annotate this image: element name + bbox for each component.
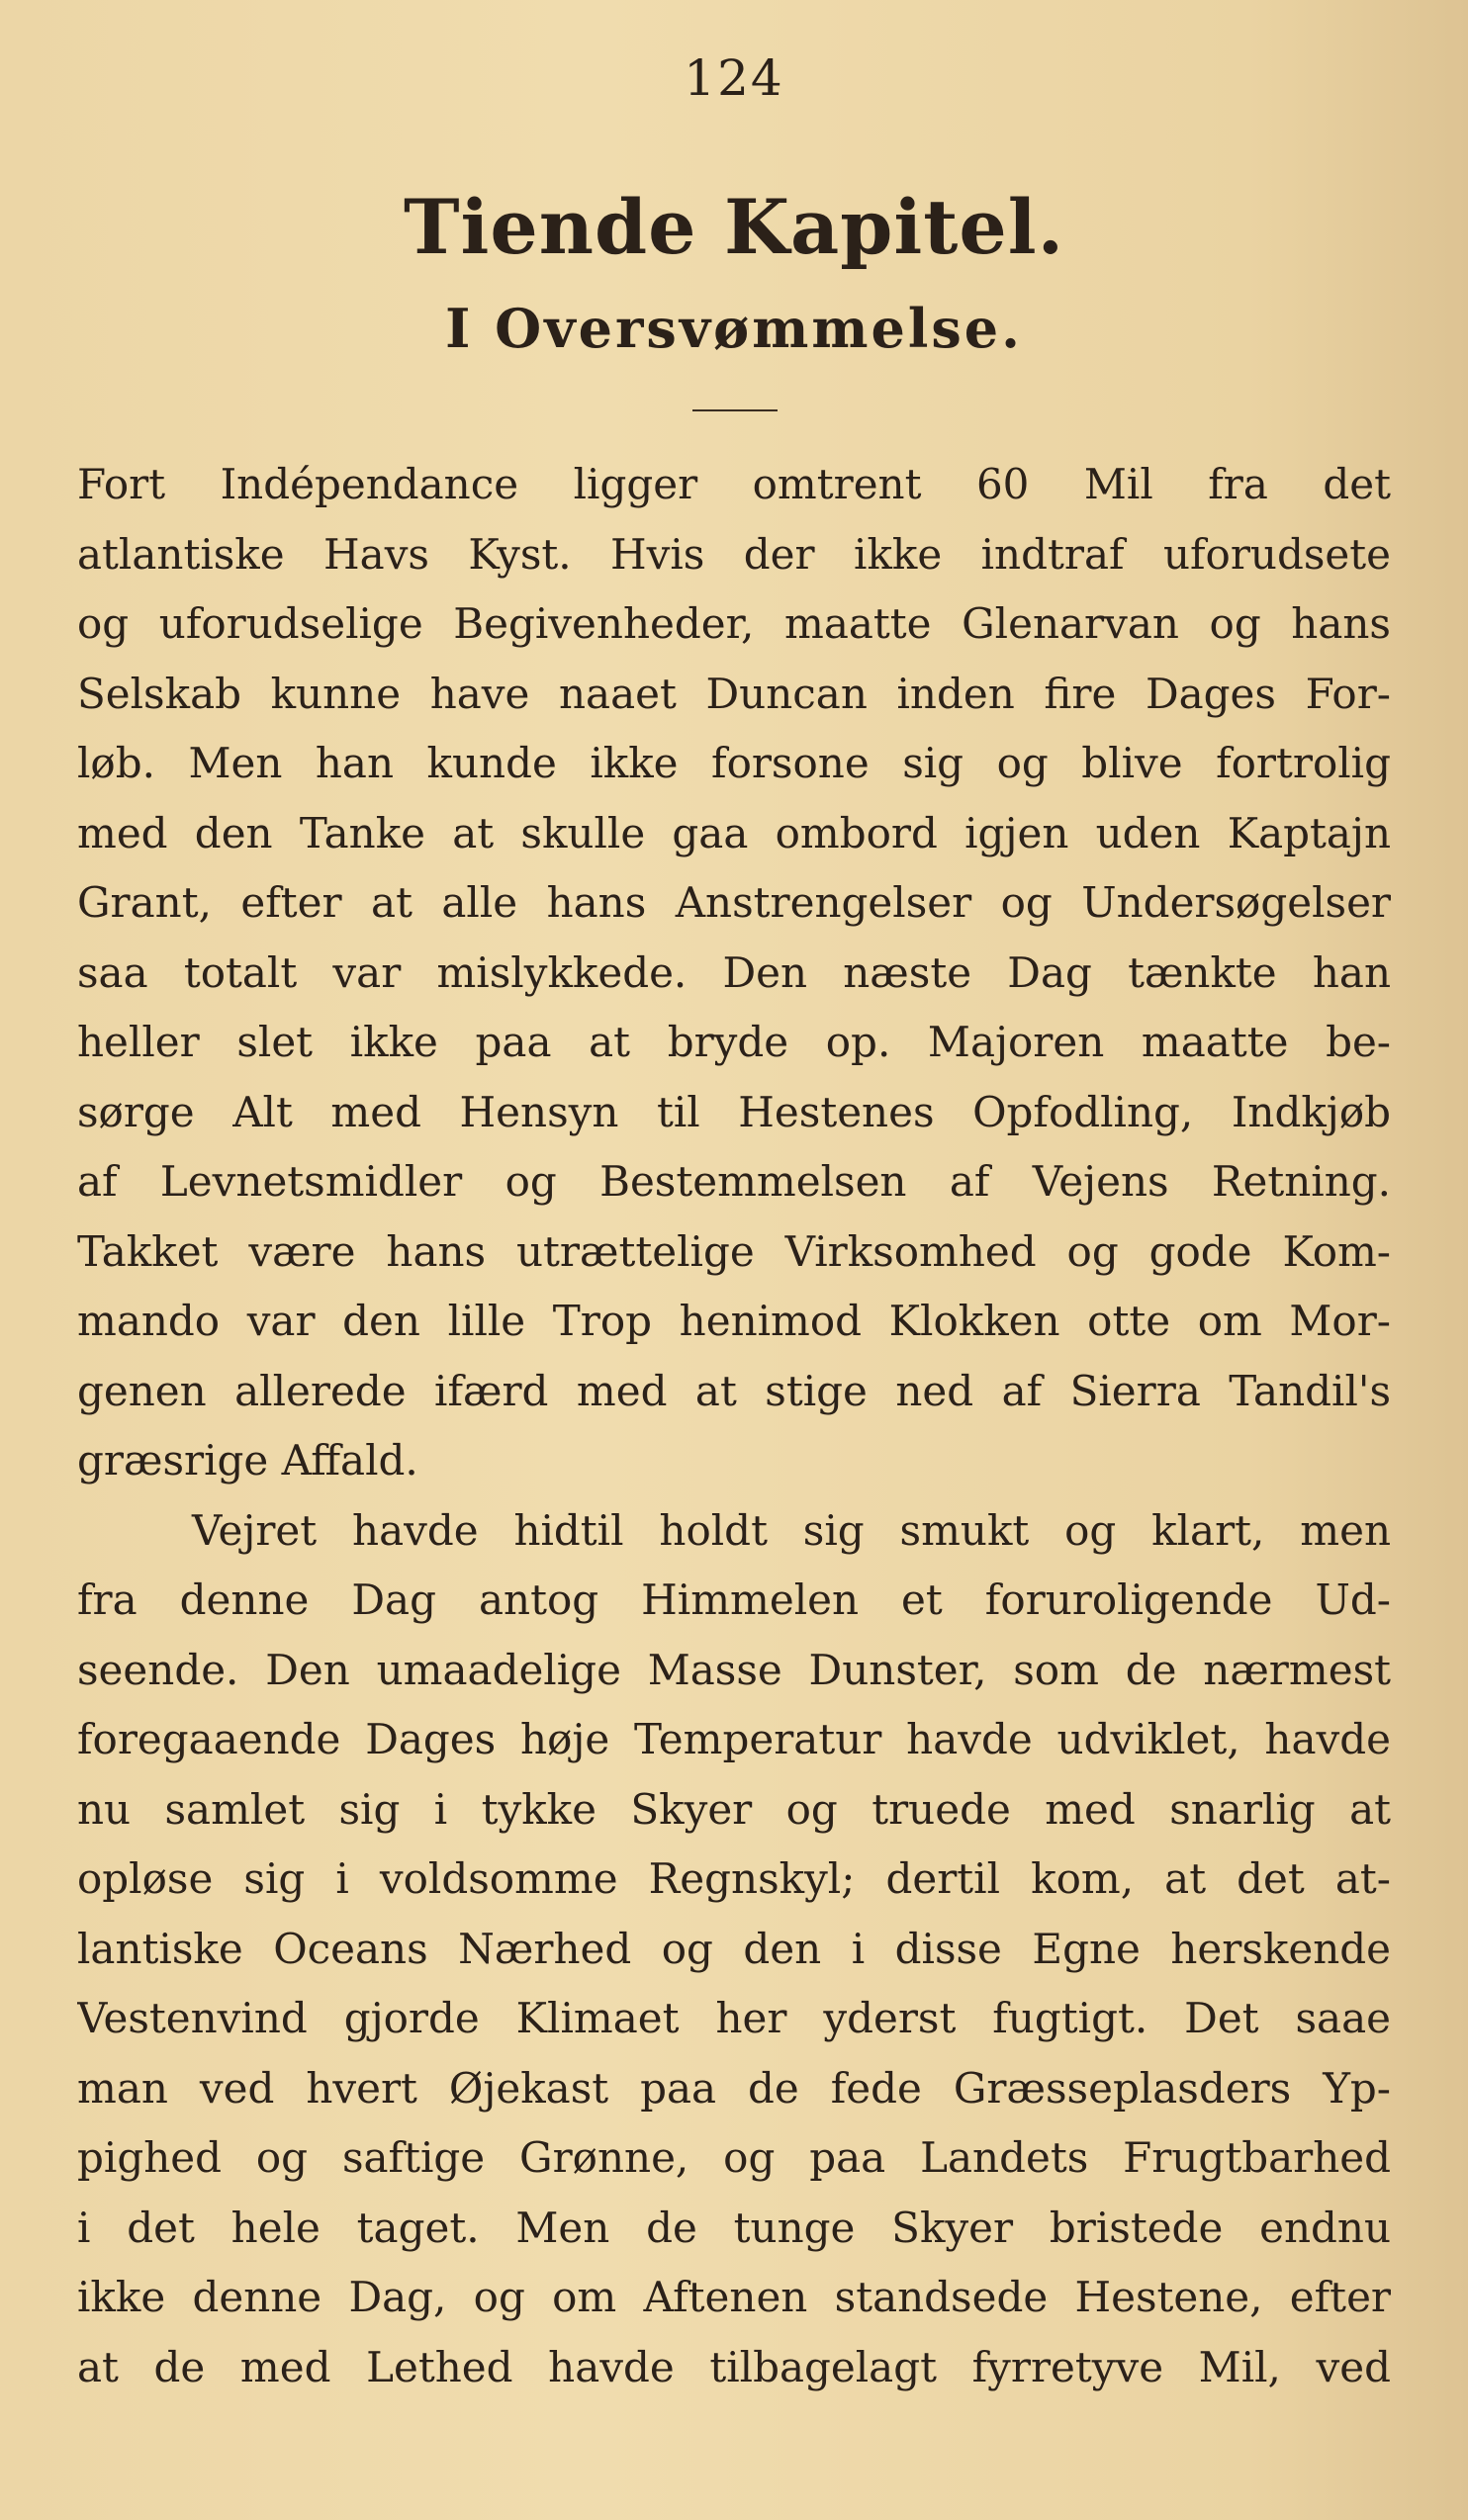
- text-line: i det hele taget. Men de tunge Skyer bristede endnu: [77, 2203, 1391, 2252]
- text-line: foregaaende Dages høje Temperatur havde udviklet, havde: [77, 1715, 1391, 1763]
- text-line: man ved hvert Øjekast paa de fede Græsseplasders Yp-: [77, 2063, 1391, 2113]
- text-line: med den Tanke at skulle gaa ombord igjen uden Kaptajn: [77, 808, 1391, 857]
- text-line: og uforudselige Begivenheder, maatte Glenarvan og hans: [77, 599, 1391, 648]
- page-number: 124: [684, 49, 784, 107]
- text-line: saa totalt var mislykkede. Den næste Dag tænkte han: [77, 947, 1391, 997]
- text-line: at de med Lethed havde tilbagelagt fyrretyve Mil, ved: [77, 2342, 1391, 2391]
- text-line: Vejret havde hidtil holdt sig smukt og klart, men: [192, 1505, 1391, 1555]
- text-line: fra denne Dag antog Himmelen et foruroligende Ud-: [77, 1575, 1391, 1624]
- text-line: heller slet ikke paa at bryde op. Majoren maatte be-: [77, 1018, 1391, 1066]
- text-line: græsrige Affald.: [77, 1436, 418, 1485]
- text-line: Selskab kunne have naaet Duncan inden fire Dages For-: [77, 669, 1391, 718]
- text-line: Vestenvind gjorde Klimaet her yderst fugtigt. Det saae: [77, 1994, 1391, 2042]
- chapter-subtitle: I Oversvømmelse.: [445, 297, 1023, 360]
- text-line: seende. Den umaadelige Masse Dunster, som de nærmest: [77, 1645, 1391, 1694]
- title-divider: [692, 409, 778, 411]
- text-line: lantiske Oceans Nærhed og den i disse Egne herskende: [77, 1924, 1391, 1973]
- text-line: Grant, efter at alle hans Anstrengelser og Undersøgelser: [77, 878, 1391, 927]
- body-text: [77, 450, 1391, 2402]
- text-line: pighed og saftige Grønne, og paa Landets Frugtbarhed: [77, 2133, 1391, 2182]
- text-line: sørge Alt med Hensyn til Hestenes Opfodling, Indkjøb: [77, 1087, 1391, 1136]
- text-line: genen allerede ifærd med at stige ned af Sierra Tandil's: [77, 1366, 1391, 1415]
- text-line: opløse sig i voldsomme Regnskyl; dertil kom, at det at-: [77, 1854, 1391, 1903]
- text-line: Fort Indépendance ligger omtrent 60 Mil fra det: [77, 460, 1391, 508]
- text-line: atlantiske Havs Kyst. Hvis der ikke indtraf uforudsete: [77, 529, 1391, 579]
- text-line: nu samlet sig i tykke Skyer og truede med snarlig at: [77, 1784, 1391, 1834]
- text-line: mando var den lille Trop henimod Klokken otte om Mor-: [77, 1297, 1391, 1345]
- text-line: løb. Men han kunde ikke forsone sig og blive fortrolig: [77, 739, 1391, 787]
- text-line: ikke denne Dag, og om Aftenen standsede Hestene, efter: [77, 2273, 1391, 2321]
- text-line: af Levnetsmidler og Bestemmelsen af Vejens Retning.: [77, 1157, 1391, 1206]
- chapter-title: Tiende Kapitel.: [403, 183, 1065, 271]
- text-line: Takket være hans utrættelige Virksomhed og gode Kom-: [77, 1226, 1391, 1276]
